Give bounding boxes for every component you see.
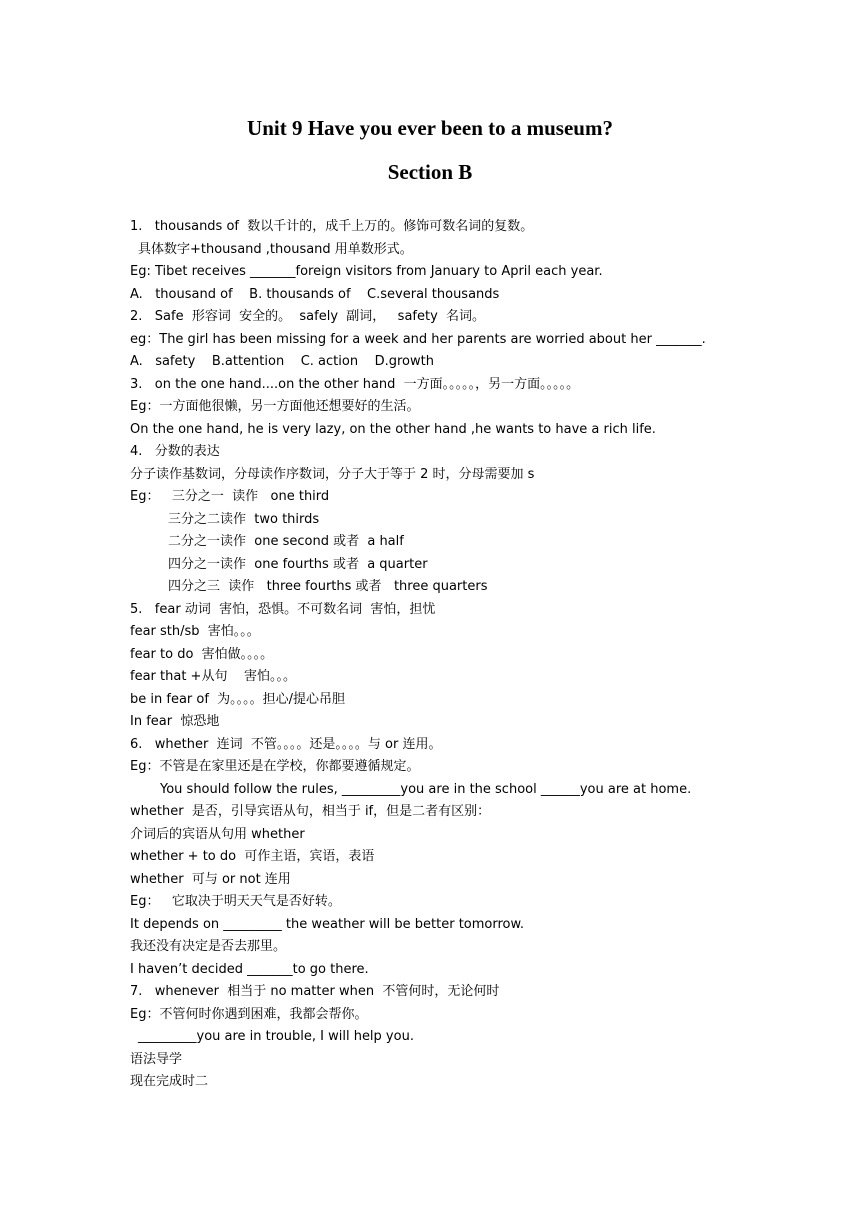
text-line: fear sth/sb 害怕。。。 xyxy=(130,624,260,639)
text-line: _________you are in trouble, I will help you. xyxy=(138,1029,414,1044)
text-line: 1. thousands of 数以千计的，成千上万的。修饰可数名词的复数。 xyxy=(130,219,534,234)
text-line: It depends on _________ the weather will be better tomorrow. xyxy=(130,916,525,932)
text-line: whether 是否，引导宾语从句，相当于 if，但是二者有区别： xyxy=(130,804,491,819)
text-line: 我还没有决定是否去那里。 xyxy=(130,939,287,954)
text-line: 6. whether 连词 不管。。。。还是。。。。与 or 连用。 xyxy=(130,736,442,752)
text-line: A. safety B.attention C. action D.growth xyxy=(130,354,434,369)
text-line: 四分之一读作 one fourths 或者 a quarter xyxy=(168,556,428,572)
text-line: 四分之三 读作 three fourths 或者 three quarters xyxy=(168,579,488,594)
text-line: 3. on the one hand....on the other hand 一方面。。。。。，另一方面。。。。。 xyxy=(130,376,580,392)
text-line: 三分之二读作 two thirds xyxy=(168,511,320,527)
text-line: Eg：不管何时你遇到困难，我都会帮你。 xyxy=(130,1006,368,1022)
text-line: You should follow the rules, _________you are in the school ______you are at home. xyxy=(160,781,692,797)
text-line: whether + to do 可作主语，宾语，表语 xyxy=(130,849,375,864)
text-line: 5. fear 动词 害怕，恐惧。不可数名词 害怕，担忧 xyxy=(130,601,436,617)
text-line: Eg： 它取决于明天天气是否好转。 xyxy=(130,894,341,909)
text-line: Eg：不管是在家里还是在学校，你都要遵循规定。 xyxy=(130,759,420,774)
document-body xyxy=(130,216,830,1094)
text-line: eg：The girl has been missing for a week and her parents are worried about her _______. xyxy=(130,331,706,347)
text-line: On the one hand, he is very lazy, on the other hand ,he wants to have a rich life. xyxy=(130,421,656,437)
text-line: A. thousand of B. thousands of C.several thousands xyxy=(130,286,500,302)
text-line: 2. Safe 形容词 安全的。 safely 副词， safety 名词。 xyxy=(130,309,486,324)
text-line: whether 可与 or not 连用 xyxy=(130,871,291,887)
text-line: 语法导学 xyxy=(130,1051,183,1067)
text-line: Eg: Tibet receives _______foreign visitors from January to April each year. xyxy=(130,264,603,279)
text-line: fear to do 害怕做。。。。 xyxy=(130,646,274,662)
text-line: 具体数字+thousand ,thousand 用单数形式。 xyxy=(138,241,413,257)
text-line: 4. 分数的表达 xyxy=(130,444,220,459)
text-line: Eg：一方面他很懒，另一方面他还想要好的生活。 xyxy=(130,399,420,414)
text-line: fear that +从句 害怕。。。 xyxy=(130,669,296,684)
text-line: Eg： 三分之一 读作 one third xyxy=(130,489,330,504)
text-line: In fear 惊恐地 xyxy=(130,714,220,729)
text-line: 7. whenever 相当于 no matter when 不管何时，无论何时 xyxy=(130,984,500,999)
section-heading: Section B xyxy=(387,160,473,184)
text-line: be in fear of 为。。。。担心/提心吊胆 xyxy=(130,691,346,707)
document-title: Unit 9 Have you ever been to a museum? xyxy=(247,116,613,140)
text-line: I haven’t decided _______to go there. xyxy=(130,961,369,977)
text-line: 分子读作基数词，分母读作序数词，分子大于等于 2 时，分母需要加 s xyxy=(130,466,535,482)
text-line: 二分之一读作 one second 或者 a half xyxy=(168,534,404,549)
text-line: 现在完成时二 xyxy=(130,1074,209,1089)
text-line: 介词后的宾语从句用 whether xyxy=(130,826,305,842)
